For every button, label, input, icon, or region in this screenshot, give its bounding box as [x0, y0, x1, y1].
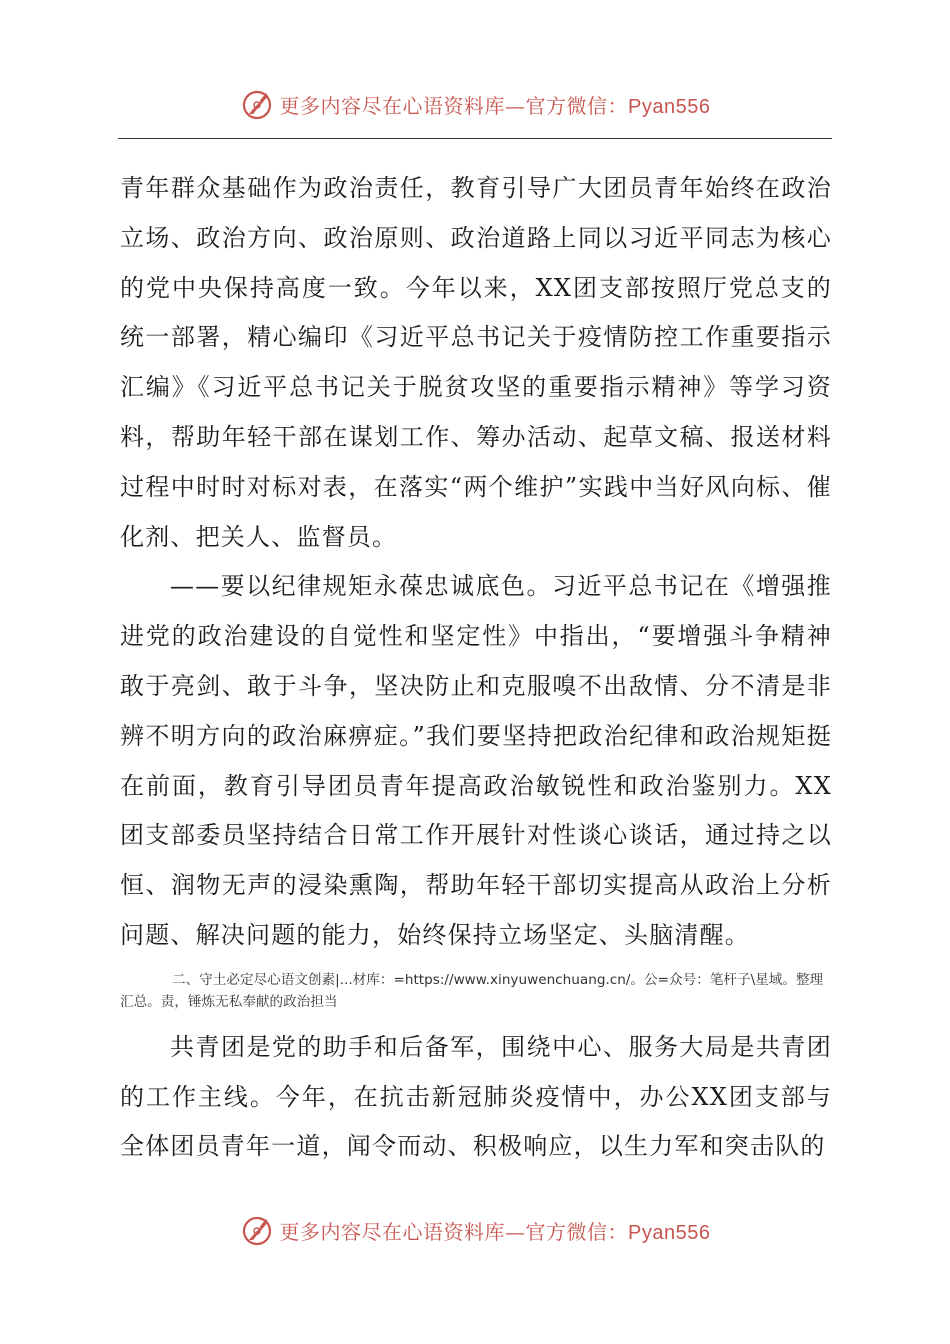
header-divider [118, 138, 832, 139]
quill-logo-icon [240, 1213, 274, 1247]
paragraph-1: 青年群众基础作为政治责任，教育引导广大团员青年始终在政治立场、政治方向、政治原则、政治道路上同以习近平同志为核心的党中央保持高度一致。今年以来，XX团支部按照厅党总支的统一部署，精心编印《习近平总书记关于疫情防控工作重要指示汇编》《习近平总书记关于脱贫攻坚的重要指示精神》等学习资料，帮助年轻干部在谋划工作、筹办活动、起草文稿、报送材料过程中时时对标对表，在落实“两个维护”实践中当好风向标、催化剂、把关人、监督员。 [120, 174, 832, 551]
footer-brand [240, 1213, 711, 1247]
page-footer-watermark [0, 1210, 950, 1250]
header-watermark-code: Pyan556 [628, 95, 711, 118]
header-brand [240, 87, 711, 121]
page-header-watermark [0, 84, 950, 124]
paragraph-3: 共青团是党的助手和后备军，围绕中心、服务大局是共青团的工作主线。今年，在抗击新冠肺炎疫情中，办公XX团支部与全体团员青年一道，闻令而动、积极响应，以生力军和突击队的 [120, 1032, 832, 1161]
document-body [120, 164, 832, 1172]
footer-watermark-text: 更多内容尽在心语资料库—官方微信：Pyan556 [279, 1219, 711, 1244]
footer-watermark-code: Pyan556 [628, 1221, 711, 1244]
section-heading-note: 二、守土必定尽心语文创素|...材库：=https://www.xinyuwenchuang.cn/。公=众号：笔杆子\星域。整理汇总。责，锤炼无私奉献的政治担当 [120, 971, 824, 1010]
quill-logo-icon [240, 87, 274, 121]
paragraph-2: ——要以纪律规矩永葆忠诚底色。习近平总书记在《增强推进党的政治建设的自觉性和坚定性》中指出，“要增强斗争精神敢于亮剑、敢于斗争，坚决防止和克服嗅不出敌情、分不清是非辨不明方向的政治麻痹症。”我们要坚持把政治纪律和政治规矩挺在前面，教育引导团员青年提高政治敏锐性和政治鉴别力。XX团支部委员坚持结合日常工作开展针对性谈心谈话，通过持之以恒、润物无声的浸染熏陶，帮助年轻干部切实提高从政治上分析问题、解决问题的能力，始终保持立场坚定、头脑清醒。 [120, 572, 832, 949]
header-watermark-text: 更多内容尽在心语资料库—官方微信：Pyan556 [279, 93, 711, 118]
